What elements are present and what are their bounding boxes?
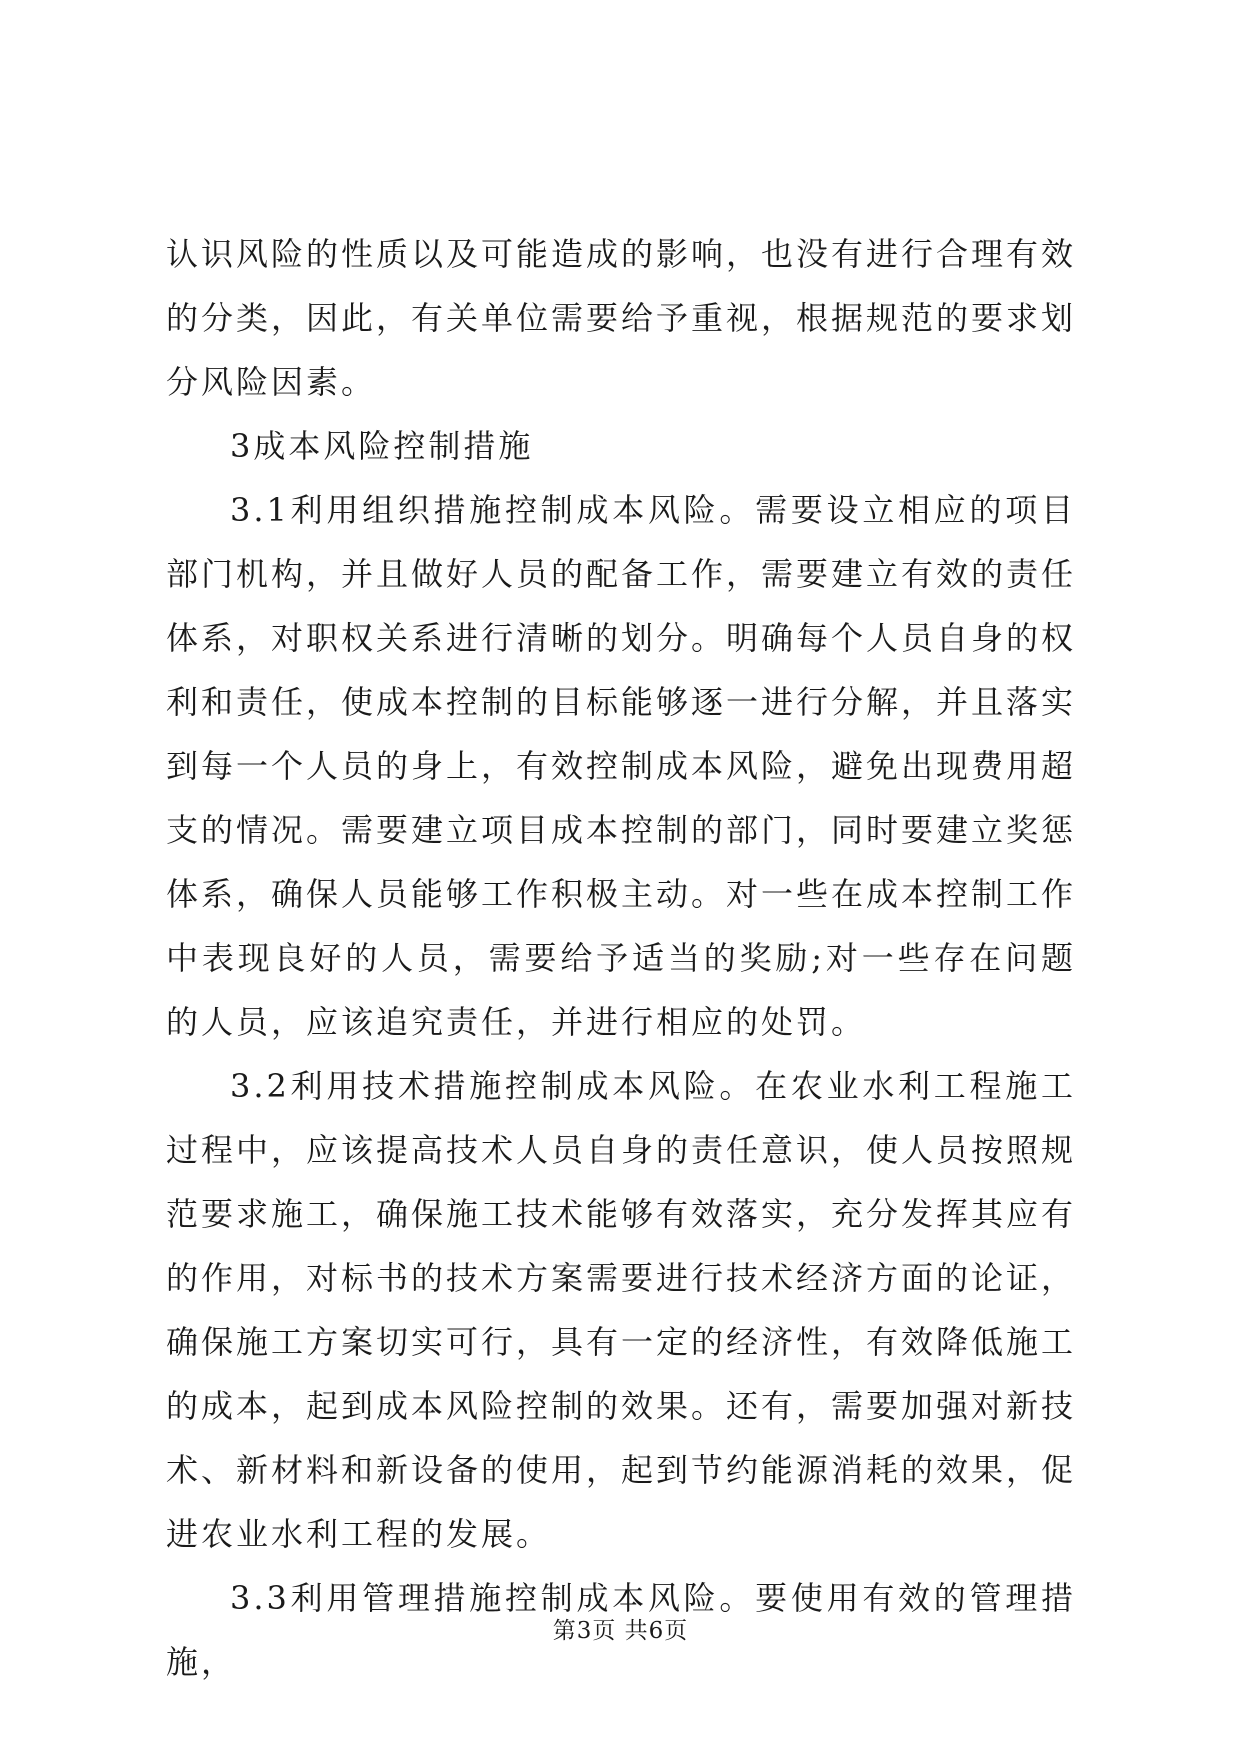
section-heading-3: 3成本风险控制措施 (230, 427, 534, 465)
paragraph-continued: 认识风险的性质以及可能造成的影响，也没有进行合理有效的分类，因此，有关单位需要给予重视，根据规范的要求划分风险因素。 (166, 235, 1077, 401)
document-body (166, 222, 1076, 1694)
paragraph-3-2: 3.2利用技术措施控制成本风险。在农业水利工程施工过程中，应该提高技术人员自身的责任意识，使人员按照规范要求施工，确保施工技术能够有效落实，充分发挥其应有的作用，对标书的技术方案需要进行技术经济方面的论证，确保施工方案切实可行，具有一定的经济性，有效降低施工的成本，起到成本风险控制的效果。还有，需要加强对新技术、新材料和新设备的使用，起到节约能源消耗的效果，促进农业水利工程的发展。 (166, 1067, 1077, 1553)
paragraph-3-1: 3.1利用组织措施控制成本风险。需要设立相应的项目部门机构，并且做好人员的配备工作，需要建立有效的责任体系，对职权关系进行清晰的划分。明确每个人员自身的权利和责任，使成本控制的目标能够逐一进行分解，并且落实到每一个人员的身上，有效控制成本风险，避免出现费用超支的情况。需要建立项目成本控制的部门，同时要建立奖惩体系，确保人员能够工作积极主动。对一些在成本控制工作中表现良好的人员，需要给予适当的奖励;对一些存在问题的人员，应该追究责任，并进行相应的处罚。 (166, 491, 1077, 1041)
paragraph-3-3: 3.3利用管理措施控制成本风险。要使用有效的管理措施， (166, 1579, 1076, 1681)
page-footer: 第3页 共6页 (552, 1618, 689, 1644)
